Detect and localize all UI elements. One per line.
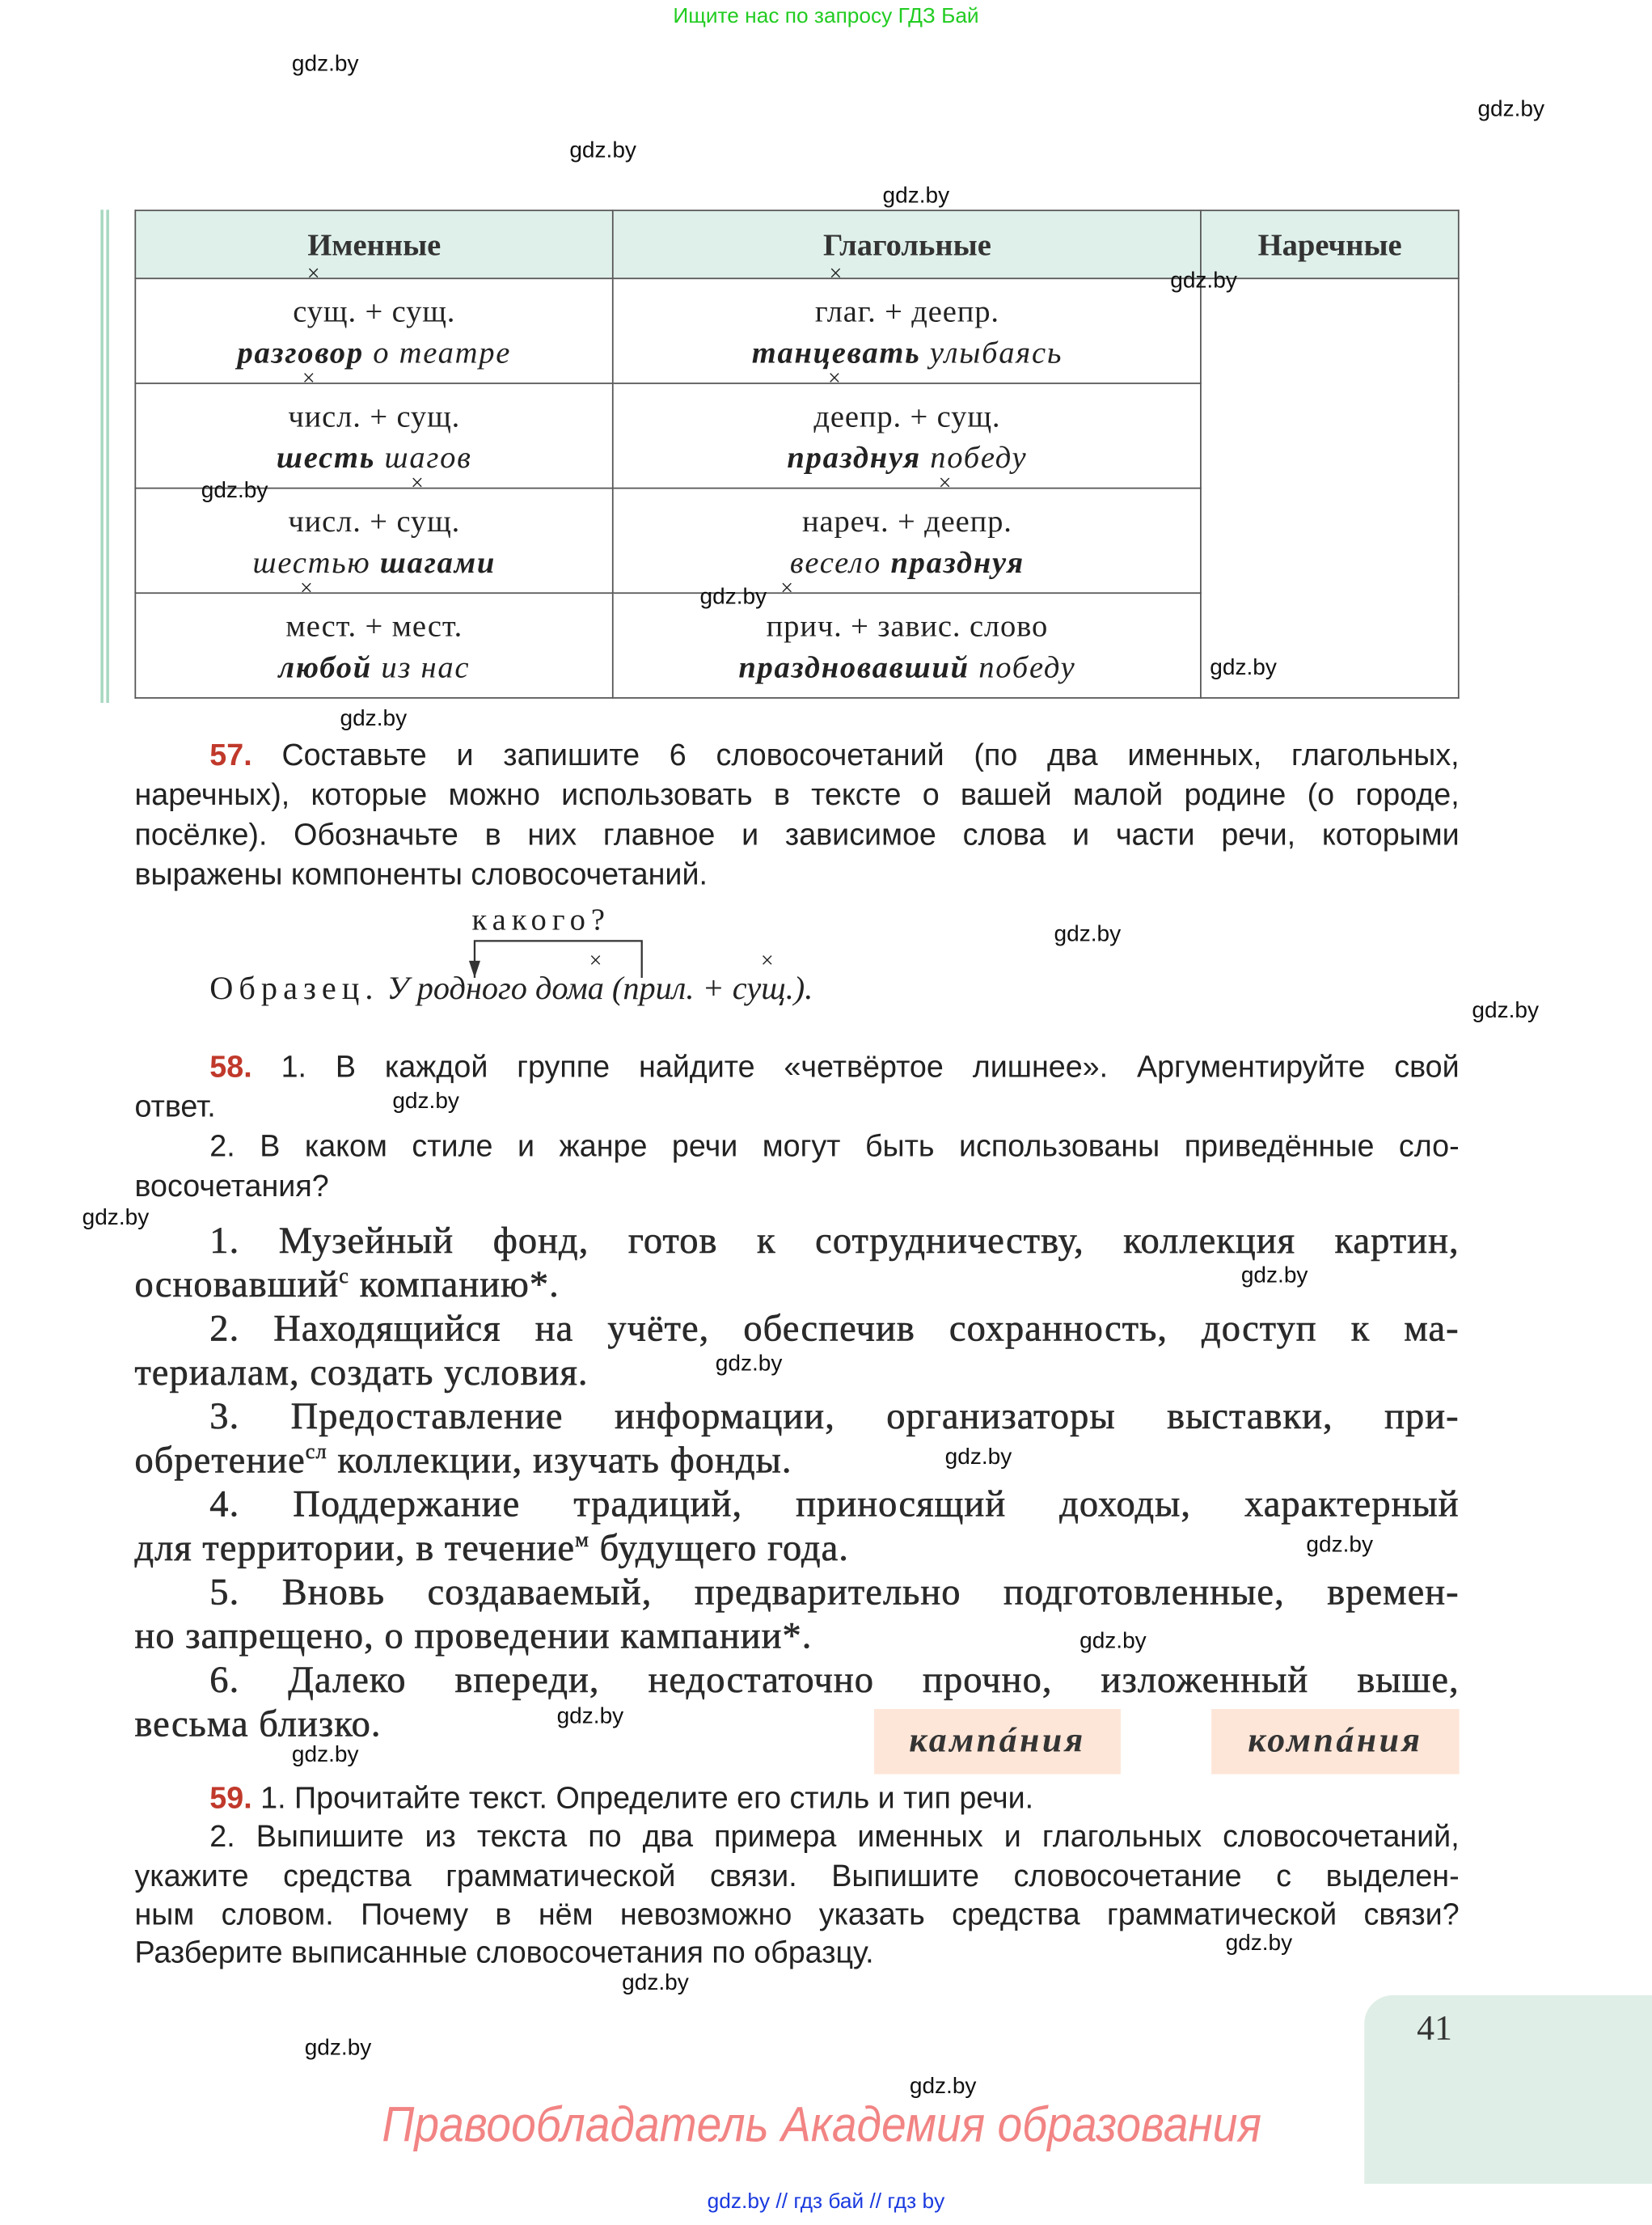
group-line xyxy=(134,1483,1459,1526)
line-text: 1. Прочитайте текст. Определите его стиль и тип речи. xyxy=(260,1781,1034,1816)
formula-part: + завис. слово xyxy=(842,607,1049,643)
main-word-mark-icon: × xyxy=(306,261,321,286)
cell-example xyxy=(136,436,612,477)
sample-dependent: У родного xyxy=(387,971,527,1006)
line-text: восочетания? xyxy=(134,1169,329,1203)
cell-example xyxy=(614,540,1201,582)
main-word-mark-icon: × xyxy=(760,949,774,974)
group-line xyxy=(134,1614,1459,1658)
line-text: 1. В каждой группе найдите «четвёртое лишнее». Аргументируйте свой xyxy=(281,1050,1460,1085)
table-cell xyxy=(613,366,1201,489)
cell-example xyxy=(136,331,612,372)
group-text: 4. Поддержание традиций, приносящий доходы, характерный xyxy=(209,1482,1460,1525)
exercise-number: 57. xyxy=(209,738,252,772)
example-part: шестью xyxy=(252,543,380,579)
formula-part: + сущ. xyxy=(356,292,456,328)
main-word xyxy=(766,576,843,645)
sample-main-word: дома xyxy=(534,971,604,1006)
group-text: 2. Находящийся на учёте, обеспечив сохранность, доступ к ма- xyxy=(209,1306,1460,1349)
watermark: gdz.by xyxy=(304,2036,372,2061)
main-word-mark-icon: × xyxy=(299,576,314,601)
formula-part: деепр. xyxy=(924,502,1012,538)
watermark: gdz.by xyxy=(715,1351,783,1377)
formula-part: числ. + xyxy=(288,502,397,538)
main-word-mark-icon: × xyxy=(780,576,794,601)
main-word-mark-icon: × xyxy=(827,366,842,391)
group-line xyxy=(134,1394,1459,1438)
formula-part: + мест. xyxy=(356,607,463,643)
cell-example xyxy=(614,645,1201,687)
word-combination-table xyxy=(134,209,1459,698)
example-part: из нас xyxy=(371,648,471,684)
watermark: gdz.by xyxy=(699,585,767,610)
main-word xyxy=(924,471,1012,541)
exercise-58 xyxy=(134,1047,1459,1206)
formula-part: + сущ. xyxy=(361,397,461,434)
watermark: gdz.by xyxy=(1472,999,1540,1024)
text-line xyxy=(134,775,1459,814)
watermark: gdz.by xyxy=(944,1445,1012,1470)
example-part: о театре xyxy=(363,333,512,370)
watermark: gdz.by xyxy=(291,52,359,77)
text-line xyxy=(134,1166,1459,1206)
header-adverbial: Наречные xyxy=(1202,210,1459,278)
footer-links[interactable]: gdz.by // гдз бай // гдз by xyxy=(707,2189,945,2214)
formula-part: + деепр. xyxy=(876,292,999,328)
formula-part: глаг. xyxy=(814,292,877,328)
cell-example xyxy=(136,540,612,582)
watermark: gdz.by xyxy=(291,1743,359,1767)
watermark: gdz.by xyxy=(622,1971,689,1995)
text-line xyxy=(134,1780,1459,1819)
top-search-note[interactable]: Ищите нас по запросу ГДЗ Бай xyxy=(673,4,979,29)
cell-formula xyxy=(614,366,1201,436)
main-word xyxy=(288,366,361,436)
main-word-mark-icon: × xyxy=(938,471,953,496)
group-text: будущего года. xyxy=(589,1526,849,1569)
watermark: gdz.by xyxy=(392,1089,459,1115)
formula-part: нареч. + xyxy=(802,502,925,538)
watermark: gdz.by xyxy=(1225,1931,1293,1956)
watermark: gdz.by xyxy=(569,138,636,163)
formula-part: числ. xyxy=(288,397,361,434)
example-part: улыбаясь xyxy=(920,333,1063,370)
watermark: gdz.by xyxy=(1240,1263,1308,1288)
main-word-mark-icon: × xyxy=(410,471,425,496)
page-number: 41 xyxy=(1417,2009,1452,2048)
line-text: посёлке). Обозначьте в них главное и зависимое слова и части речи, которыми xyxy=(134,817,1460,852)
example-part: шесть xyxy=(276,438,376,475)
example-part: праздновавший xyxy=(738,648,970,684)
watermark: gdz.by xyxy=(1306,1533,1374,1558)
group-text: компанию*. xyxy=(349,1263,560,1305)
page-number-tab xyxy=(1364,1995,1652,2184)
main-word xyxy=(285,576,357,645)
text-line xyxy=(134,1896,1459,1935)
table-cell xyxy=(613,471,1201,594)
example-part: танцевать xyxy=(751,333,921,370)
example-part: разговор xyxy=(237,333,364,370)
example-part: весело xyxy=(789,543,891,579)
watermark: gdz.by xyxy=(556,1704,624,1729)
group-text: 1. Музейный фонд, готов к сотрудничеству, коллекция картин, xyxy=(209,1218,1460,1262)
main-word-mark-icon: × xyxy=(589,949,602,974)
main-word xyxy=(293,261,357,331)
stylistic-mark: м xyxy=(575,1529,589,1552)
main-word-mark-icon: × xyxy=(829,261,843,286)
line-text: выражены компоненты словосочетаний. xyxy=(134,857,708,892)
main-word xyxy=(814,261,877,331)
cell-example xyxy=(614,331,1201,372)
cell-formula xyxy=(614,471,1201,541)
group-line xyxy=(134,1658,1459,1702)
group-line xyxy=(134,1570,1459,1614)
word-box-kompaniya: компáния xyxy=(1211,1709,1460,1775)
line-text: ным словом. Почему в нём невозможно указать средства грамматической связи? xyxy=(134,1897,1460,1931)
formula-part: + сущ. xyxy=(902,397,1001,434)
adverbial-empty-cell xyxy=(1202,278,1459,698)
cell-formula xyxy=(136,576,612,645)
stylistic-mark: с xyxy=(339,1265,350,1288)
sample-formula-main: сущ. xyxy=(732,971,794,1006)
line-text: 2. В каком стиле и жанре речи могут быть использованы приведённые сло- xyxy=(209,1129,1460,1164)
group-line xyxy=(134,1438,1459,1482)
header-verbal: Глагольные xyxy=(613,210,1201,278)
watermark: gdz.by xyxy=(909,2075,977,2099)
cell-example xyxy=(136,645,612,687)
group-text: для территории, в течение xyxy=(134,1526,576,1569)
watermark: gdz.by xyxy=(1477,97,1545,122)
group-line xyxy=(134,1306,1459,1350)
group-text: териалам, создать условия. xyxy=(134,1350,589,1394)
word-box-kampaniya: кампáния xyxy=(874,1709,1121,1775)
table-row xyxy=(135,278,1458,383)
text-line xyxy=(134,1087,1459,1127)
group-text: но запрещено, о проведении кампании*. xyxy=(134,1614,813,1657)
watermark: gdz.by xyxy=(201,479,268,503)
line-text: наречных), которые можно использовать в тексте о вашей малой родине (о городе, xyxy=(134,777,1460,812)
sample-question: какого? xyxy=(471,901,611,937)
formula-part: сущ. xyxy=(293,292,357,328)
example-part: победу xyxy=(969,648,1076,684)
line-text: ответ. xyxy=(134,1089,216,1124)
group-text: коллекции, изучать фонды. xyxy=(327,1438,792,1481)
line-text: укажите средства грамматической связи. Выпишите словосочетание с выделен- xyxy=(134,1859,1460,1893)
sample-formula-close: ). xyxy=(793,971,813,1006)
group-text: 6. Далеко впереди, недостаточно прочно, изложенный выше, xyxy=(209,1657,1460,1701)
exercise-number: 58. xyxy=(209,1050,252,1085)
rights-holder-banner: Правообладатель Академия образования xyxy=(382,2097,1261,2153)
text-line xyxy=(134,814,1459,854)
formula-part: сущ. xyxy=(396,502,461,538)
group-text: весьма близко. xyxy=(134,1702,382,1745)
table-cell xyxy=(613,261,1201,383)
group-text: обретение xyxy=(134,1438,306,1481)
sample-line xyxy=(209,949,813,1008)
watermark: gdz.by xyxy=(1080,1629,1147,1654)
exercise-number: 59. xyxy=(209,1781,252,1816)
line-text: 2. Выпишите из текста по два примера именных и глагольных словосочетаний, xyxy=(209,1820,1460,1855)
watermark: gdz.by xyxy=(882,184,950,209)
watermark: gdz.by xyxy=(1170,269,1237,294)
cell-formula xyxy=(614,261,1201,331)
group-text: основавший xyxy=(134,1263,340,1305)
example-part: празднуя xyxy=(787,438,921,475)
main-word xyxy=(813,366,902,436)
formula-part: деепр. xyxy=(813,397,902,434)
text-line xyxy=(134,735,1459,775)
line-text: Составьте и запишите 6 словосочетаний (по два именных, глагольных, xyxy=(281,738,1460,772)
section-accent-bar xyxy=(100,209,109,703)
group-line xyxy=(134,1526,1459,1570)
watermark: gdz.by xyxy=(1210,656,1277,681)
sample-formula: (прил. + xyxy=(603,971,733,1006)
main-word-mark-icon: × xyxy=(302,366,316,391)
cell-formula xyxy=(136,261,612,331)
formula-part: мест. xyxy=(285,607,357,643)
group-text: 5. Вновь создаваемый, предварительно подготовленные, времен- xyxy=(209,1570,1460,1613)
text-line xyxy=(134,1047,1459,1087)
sample-label: Образец. xyxy=(209,971,379,1006)
stylistic-mark: сл xyxy=(305,1441,327,1465)
example-part: любой xyxy=(278,648,372,684)
exercise-57 xyxy=(134,735,1459,894)
table-cell xyxy=(135,261,613,383)
example-part: шагов xyxy=(375,438,472,475)
example-part: шагами xyxy=(379,543,496,579)
watermark: gdz.by xyxy=(82,1206,150,1230)
table-cell xyxy=(135,576,613,698)
example-part: победу xyxy=(920,438,1028,475)
cell-example xyxy=(614,436,1201,477)
main-word xyxy=(396,471,461,541)
table-cell xyxy=(135,366,613,489)
text-line xyxy=(134,1857,1459,1896)
header-nominal: Именные xyxy=(135,210,613,278)
example-part: празднуя xyxy=(890,543,1025,579)
text-line xyxy=(134,1127,1459,1166)
text-line xyxy=(134,1818,1459,1857)
cell-formula xyxy=(136,366,612,436)
watermark: gdz.by xyxy=(340,707,408,732)
line-text: Разберите выписанные словосочетания по образцу. xyxy=(134,1935,874,1970)
formula-part: прич. xyxy=(766,607,843,643)
watermark: gdz.by xyxy=(1054,922,1122,947)
group-line xyxy=(134,1351,1459,1394)
text-line xyxy=(134,855,1459,895)
exercise-58-groups xyxy=(134,1219,1459,1746)
group-line xyxy=(134,1219,1459,1263)
group-text: 3. Предоставление информации, организаторы выставки, при- xyxy=(209,1394,1460,1437)
